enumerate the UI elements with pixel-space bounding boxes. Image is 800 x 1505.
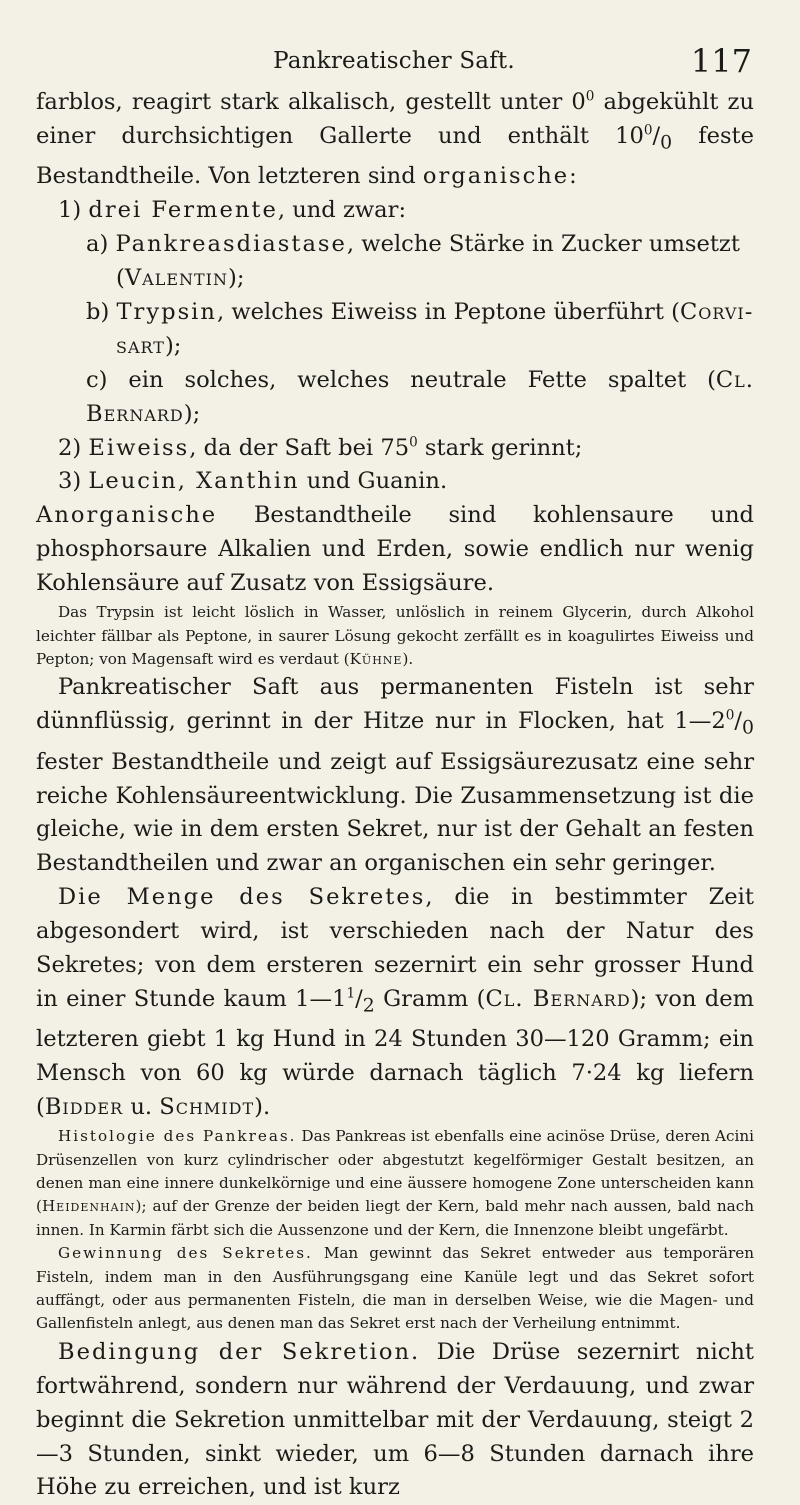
list-item-a-cont: (Valentin); — [116, 265, 245, 292]
list-item-b: b) Trypsin, welches Eiweiss in Peptone überführt (Corvi- — [86, 298, 754, 325]
paragraph-intro: farblos, reagirt stark alkalisch, gestellt unter $0^0$ abgekühlt zu einer durchsichtigen Gallerte und enthält $10^0/_0$ feste Bestandtheile. Von letzteren sind organische: — [36, 88, 755, 190]
note-histologie: Histologie des Pankreas. Das Pankreas ist ebenfalls eine acinöse Drüse, deren Acini Drüsenzellen von kurz cylindrischer oder abgestutzt kegelförmiger Gestalt besitzen, an denen man eine innere dunkelkörnige und eine äussere homogene Zone unterscheiden kann (Heidenhain); auf der Grenze der beiden liegt der Kern, bald mehr nach aussen, bald nach innen. In Karmin färbt sich die Aussenzone und der Kern, die Innenzone bleibt ungefärbt. — [36, 1127, 754, 1239]
page-header — [36, 42, 752, 82]
list-item-a: a) Pankreasdiastase, welche Stärke in Zucker umsetzt — [86, 231, 740, 258]
list-item-1: 1) drei Fermente, und zwar: — [58, 197, 407, 224]
page-body — [36, 86, 754, 1505]
paragraph-fisteln: Pankreatischer Saft aus permanenten Fisteln ist sehr dünnflüssig, gerinnt in der Hitze nur in Flocken, hat $1—2^0/_0$ fester Bestandtheile und zeigt auf Essigsäurezusatz eine sehr reiche Kohlensäureentwicklung. Die Zusammensetzung ist die gleiche, wie in dem ersten Sekret, nur ist der Gehalt an festen Bestandtheilen und zwar an organischen ein sehr geringer. — [36, 674, 754, 877]
list-item-2: 2) Eiweiss, da der Saft bei $75^0$ stark gerinnt; — [58, 434, 583, 461]
paragraph-bedingung: Bedingung der Sekretion. Die Drüse sezernirt nicht fortwährend, sondern nur während der Verdauung, und zwar beginnt die Sekretion unmittelbar mit der Verdauung, steigt 2—3 Stunden, sinkt wieder, um 6—8 Stunden darnach ihre Höhe zu erreichen, und ist kurz — [36, 1338, 754, 1501]
running-title: Pankreatischer Saft. — [273, 48, 515, 74]
page-number: 117 — [690, 42, 752, 80]
note-trypsin: Das Trypsin ist leicht löslich in Wasser, unlöslich in reinem Glycerin, durch Alkohol leichter fällbar als Peptone, in saurer Lösung gekocht zerfällt es in koagulirtes Eiweiss und Pepton; von Magensaft wird es verdaut (Kühne). — [36, 603, 754, 668]
note-gewinnung: Gewinnung des Sekretes. Man gewinnt das Sekret entweder aus temporären Fisteln, indem man in den Ausführungsgang eine Kanüle legt und das Sekret sofort auffängt, oder aus permanenten Fisteln, die man in derselben Weise, wie die Magen- und Gallenfisteln anlegt, aus denen man das Sekret erst nach der Verheilung entnimmt. — [36, 1244, 754, 1333]
list-item-c: c) ein solches, welches neutrale Fette spaltet (Cl. Bernard); — [86, 366, 754, 427]
paragraph-anorganic: Anorganische Bestandtheile sind kohlensaure und phosphorsaure Alkalien und Erden, sowie endlich nur wenig Kohlensäure auf Zusatz von Essigsäure. — [36, 502, 754, 597]
list-item-b-cont: sart); — [116, 332, 182, 359]
paragraph-menge: Die Menge des Sekretes, die in bestimmter Zeit abgesondert wird, ist verschieden nach der Natur des Sekretes; von dem ersteren sezernirt ein sehr grosser Hund in einer Stunde kaum $1—1^1/_2$ Gramm (Cl. Bernard); von dem letzteren giebt 1 kg Hund in 24 Stunden 30—120 Gramm; ein Mensch von 60 kg würde darnach täglich 7·24 kg liefern (Bidder u. Schmidt). — [36, 884, 754, 1121]
list-item-3: 3) Leucin, Xanthin und Guanin. — [58, 468, 448, 495]
